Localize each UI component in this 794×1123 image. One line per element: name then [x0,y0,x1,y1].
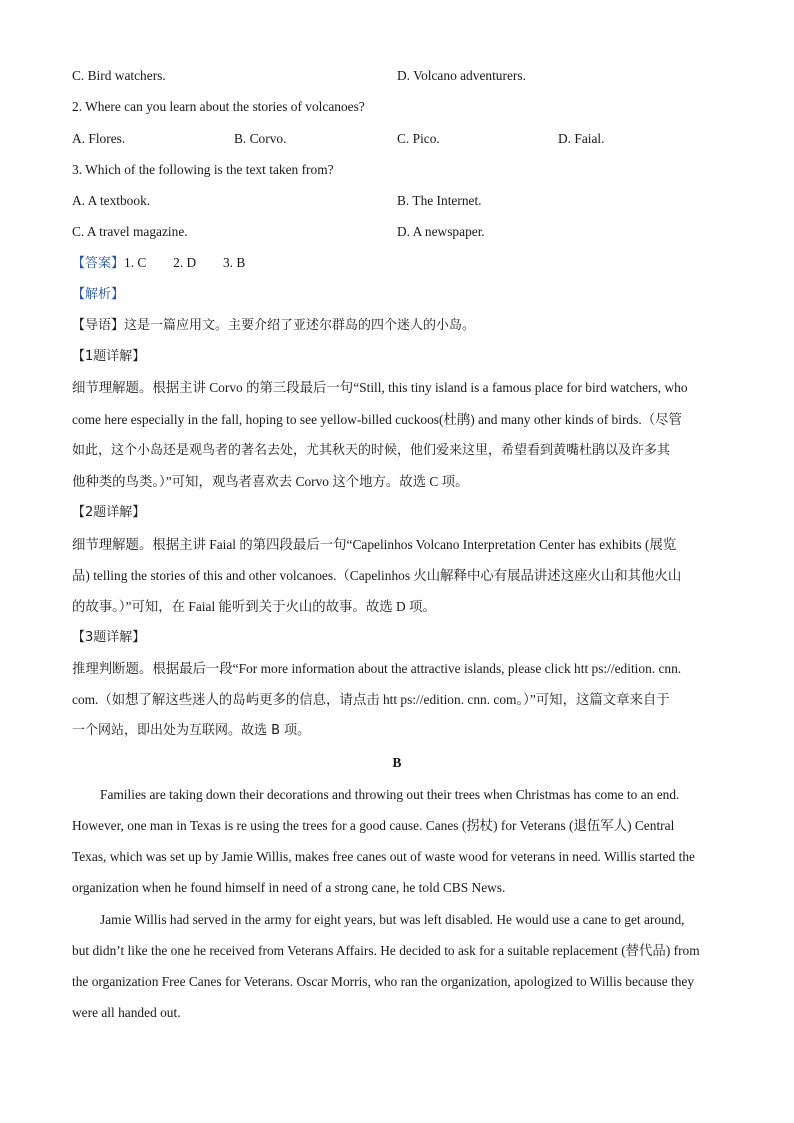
section-b-para2-line-1: Jamie Willis had served in the army for eight years, but was left disabled. He would use a cane to get around, [100,912,685,927]
detail1-heading: 【1题详解】 [72,349,146,364]
q1-option-c: C. Bird watchers. [72,68,166,83]
q3-stem: 3. Which of the following is the text taken from? [72,162,334,177]
section-b-para1-line-4: organization when he found himself in need of a strong cane, he told CBS News. [72,880,506,895]
detail2-line-3: 的故事。）”可知，在 Faial 能听到关于火山的故事。故选 D 项。 [72,599,436,614]
q2-option-b: B. Corvo. [234,131,287,146]
guide-text: 这是一篇应用文。主要介绍了亚述尔群岛的四个迷人的小岛。 [124,318,476,333]
detail1-line-2: come here especially in the fall, hoping to see yellow-billed cuckoos(杜鹃) and many other kinds of birds.（尽管 [72,412,682,427]
q2-stem: 2. Where can you learn about the stories of volcanoes? [72,99,365,114]
detail3-line-1: 推理判断题。根据最后一段“For more information about the attractive islands, please click htt ps://edition. cnn. [72,661,682,676]
section-b-para2-line-4: were all handed out. [72,1005,181,1020]
detail2-line-1: 细节理解题。根据主讲 Faial 的第四段最后一句“Capelinhos Volcano Interpretation Center has exhibits (展览 [72,537,677,552]
q3-option-b: B. The Internet. [397,193,482,208]
q2-option-d: D. Faial. [558,131,605,146]
section-b-para2-line-2: but didn’t like the one he received from Veterans Affairs. He decided to ask for a suitable replacement (替代品) from [72,943,700,958]
q3-option-a: A. A textbook. [72,193,151,208]
q1-option-d: D. Volcano adventurers. [397,68,526,83]
section-b-para2-line-3: the organization Free Canes for Veterans. Oscar Morris, who ran the organization, apologized to Willis because they [72,974,695,989]
answer-items: 1. C 2. D 3. B [124,255,246,270]
detail3-line-2: com.（如想了解这些迷人的岛屿更多的信息，请点击 htt ps://edition. cnn. com。）”可知，这篇文章来自于 [72,692,670,707]
q3-option-c: C. A travel magazine. [72,224,188,239]
section-b-title: B [392,755,402,770]
guide-tag: 【导语】 [72,318,125,333]
detail3-line-3: 一个网站，即出处为互联网。故选 B 项。 [72,723,311,738]
analysis-tag: 【解析】 [72,287,125,302]
guide-line [72,316,722,336]
section-b-para1-line-1: Families are taking down their decorations and throwing out their trees when Christmas has come to an end. [100,787,680,802]
q3-option-d: D. A newspaper. [397,224,485,239]
detail1-line-4: 他种类的鸟类。）”可知，观鸟者喜欢去 Corvo 这个地方。故选 C 项。 [72,474,469,489]
answer-tag: 【答案】 [72,256,125,271]
detail3-heading: 【3题详解】 [72,630,146,645]
answer-line [72,253,722,274]
detail1-line-1: 细节理解题。根据主讲 Corvo 的第三段最后一句“Still, this tiny island is a famous place for bird watchers, who [72,380,688,395]
section-b-para1-line-3: Texas, which was set up by Jamie Willis, makes free canes out of waste wood for veterans in need. Willis started the [72,849,695,864]
q2-option-c: C. Pico. [397,131,440,146]
detail1-line-3: 如此，这个小岛还是观鸟者的著名去处，尤其秋天的时候，他们爱来这里，希望看到黄嘴杜鹃以及许多其 [72,443,671,458]
detail2-heading: 【2题详解】 [72,505,146,520]
section-b-para1-line-2: However, one man in Texas is re using the trees for a good cause. Canes (拐杖) for Veterans (退伍军人) Central [72,818,675,833]
q2-option-a: A. Flores. [72,131,126,146]
detail2-line-2: 品) telling the stories of this and other volcanoes.（Capelinhos 火山解释中心有展品讲述这座火山和其他火山 [72,568,682,583]
